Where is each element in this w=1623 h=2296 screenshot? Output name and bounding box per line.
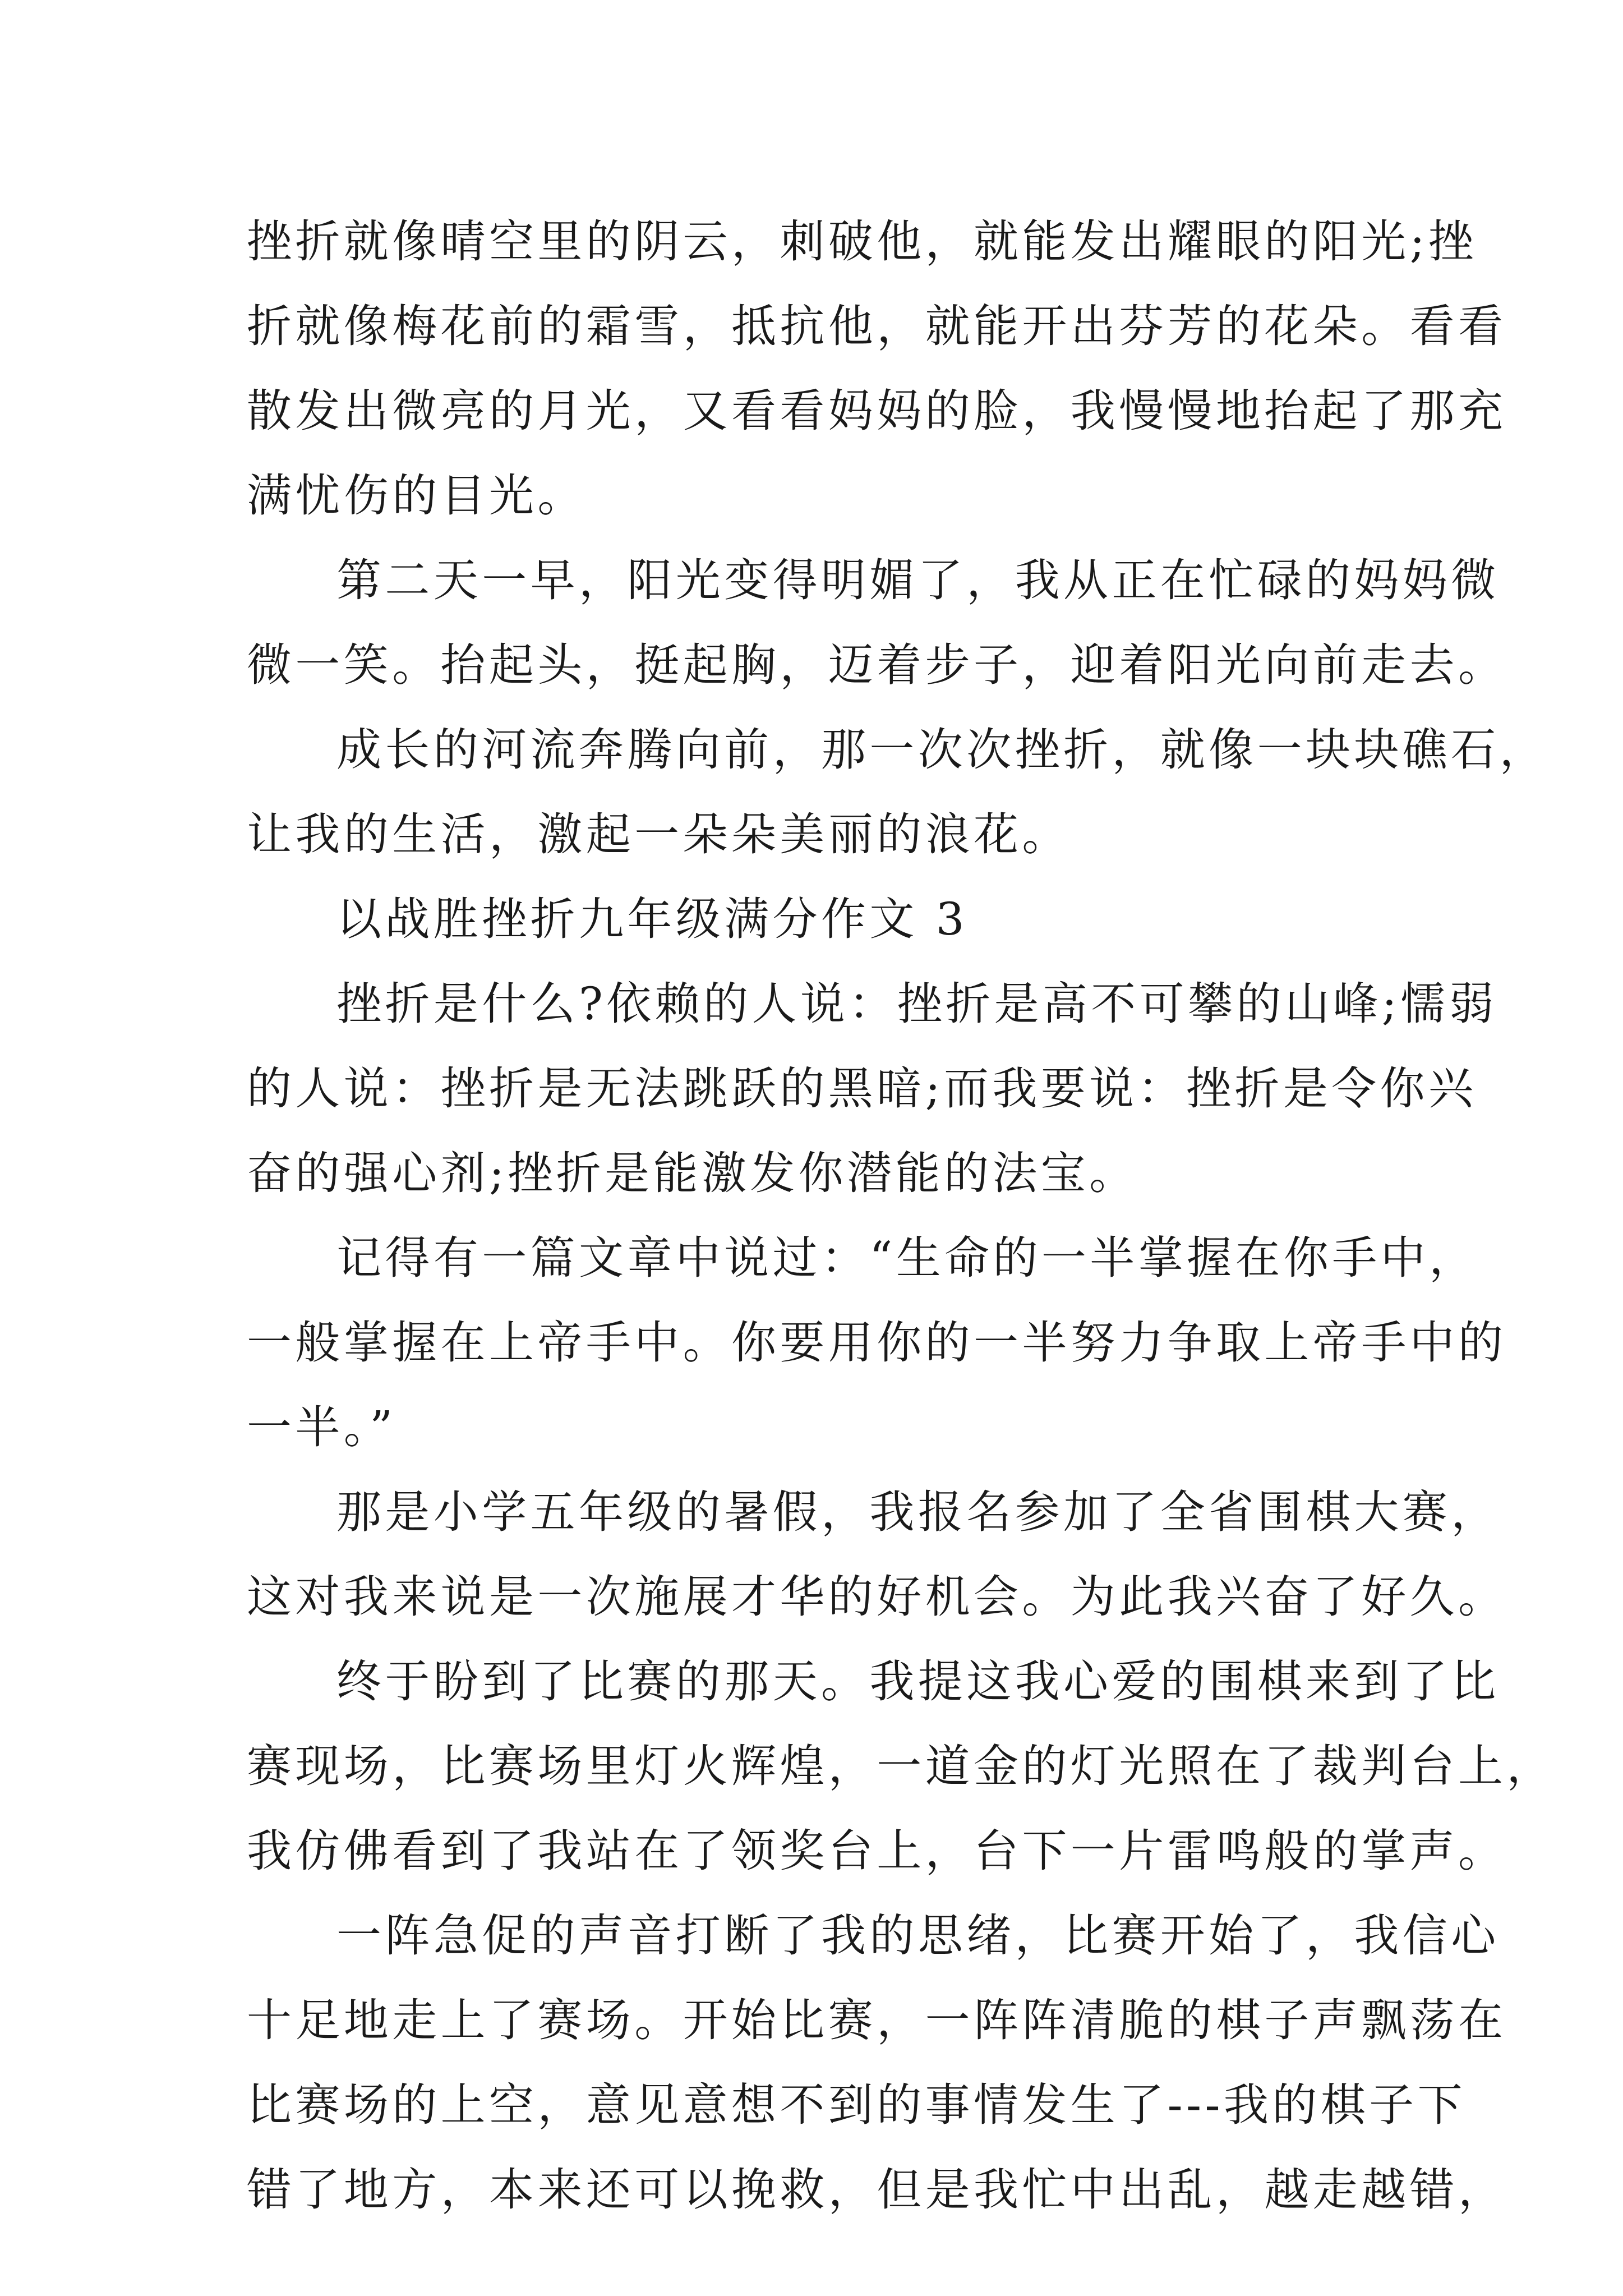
- text-line: 记得有一篇文章中说过：“生命的一半掌握在你手中，: [336, 1232, 1478, 1284]
- text-line: 微一笑。抬起头，挺起胸，迈着步子，迎着阳光向前走去。: [247, 639, 1507, 691]
- text-line: 第二天一早，阳光变得明媚了，我从正在忙碌的妈妈微: [336, 554, 1500, 606]
- text-line: 的人说：挫折是无法跳跃的黑暗;而我要说：挫折是令你兴: [247, 1062, 1477, 1115]
- text-line: 终于盼到了比赛的那天。我提这我心爱的围棋来到了比: [336, 1655, 1500, 1708]
- text-line: 挫折是什么?依赖的人说：挫折是高不可攀的山峰;懦弱: [336, 978, 1497, 1030]
- text-line: 以战胜挫折九年级满分作文 3: [336, 893, 968, 945]
- text-line: 赛现场，比赛场里灯火辉煌，一道金的灯光照在了裁判台上，: [247, 1740, 1555, 1792]
- text-line: 满忧伤的目光。: [247, 470, 586, 522]
- text-line: 那是小学五年级的暑假，我报名参加了全省围棋大赛，: [336, 1486, 1500, 1538]
- text-line: 十足地走上了赛场。开始比赛，一阵阵清脆的棋子声飘荡在: [247, 1994, 1507, 2046]
- text-line: 一般掌握在上帝手中。你要用你的一半努力争取上帝手中的: [247, 1317, 1507, 1369]
- text-line: 错了地方，本来还可以挽救，但是我忙中出乱，越走越错，: [247, 2164, 1507, 2216]
- text-line: 散发出微亮的月光，又看看妈妈的脸，我慢慢地抬起了那充: [247, 385, 1507, 437]
- text-line: 这对我来说是一次施展才华的好机会。为此我兴奋了好久。: [247, 1571, 1507, 1623]
- document-body: [247, 199, 1555, 2232]
- text-line: 折就像梅花前的霜雪，抵抗他，就能开出芬芳的花朵。看看: [247, 300, 1507, 352]
- text-line: 让我的生活，激起一朵朵美丽的浪花。: [247, 808, 1071, 861]
- text-line: 比赛场的上空，意见意想不到的事情发生了---我的棋子下: [247, 2079, 1466, 2131]
- text-line: 一半。”: [247, 1401, 396, 1453]
- text-line: 一阵急促的声音打断了我的思绪，比赛开始了，我信心: [336, 1910, 1500, 1962]
- text-line: 我仿佛看到了我站在了领奖台上，台下一片雷鸣般的掌声。: [247, 1825, 1507, 1877]
- text-line: 奋的强心剂;挫折是能激发你潜能的法宝。: [247, 1147, 1138, 1199]
- text-line: 挫折就像晴空里的阴云，刺破他，就能发出耀眼的阳光;挫: [247, 215, 1477, 268]
- text-line: 成长的河流奔腾向前，那一次次挫折，就像一块块礁石，: [336, 724, 1548, 776]
